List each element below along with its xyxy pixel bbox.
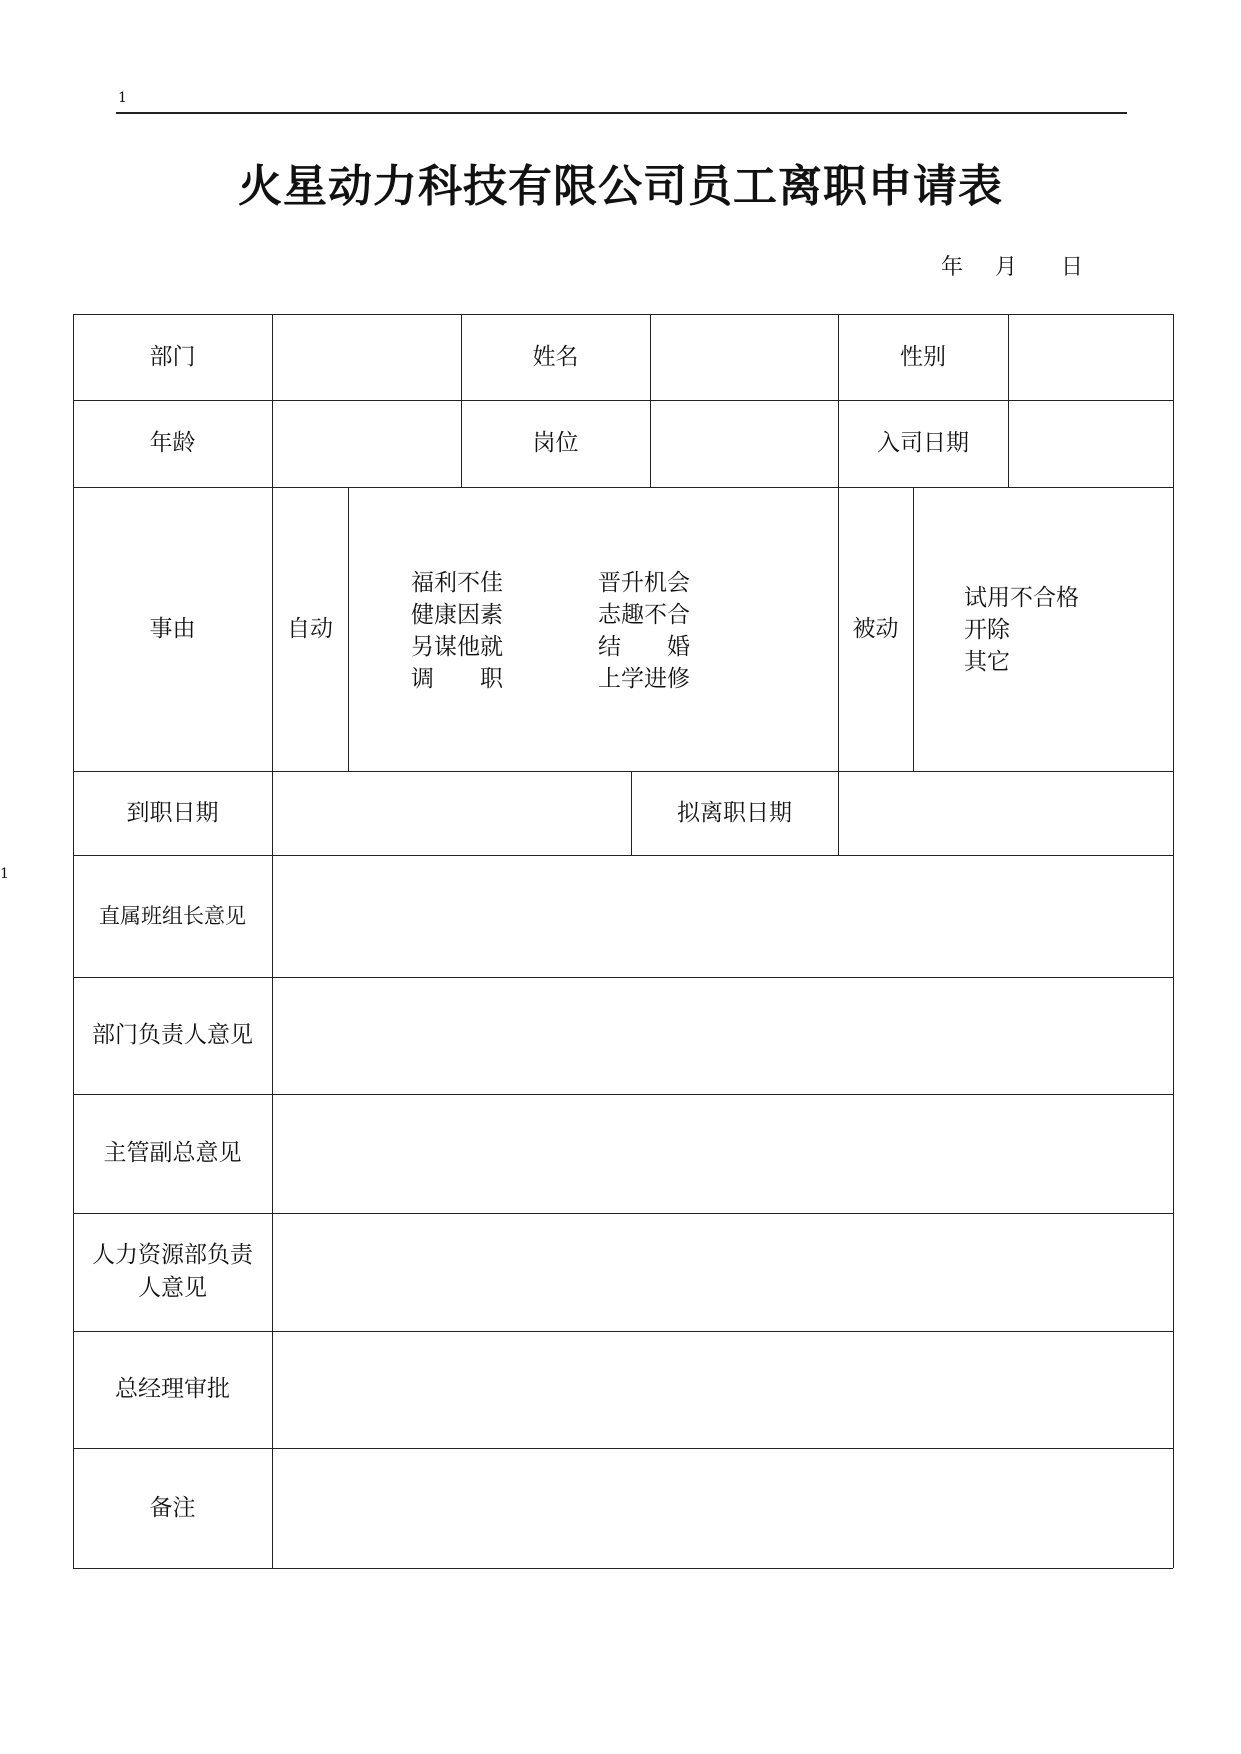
remarks-label: 备注 bbox=[149, 1494, 196, 1521]
gender-label: 性别 bbox=[900, 343, 946, 370]
gm-approval-field[interactable] bbox=[272, 1331, 1173, 1448]
voluntary-option[interactable]: 另谋他就 bbox=[411, 634, 503, 660]
age-field[interactable] bbox=[272, 400, 461, 487]
header-rule bbox=[116, 112, 1127, 114]
join-date-label: 入司日期 bbox=[877, 430, 969, 456]
table-border-right bbox=[1173, 314, 1174, 1568]
age-label: 年龄 bbox=[149, 430, 196, 456]
margin-mark: 1 bbox=[0, 866, 9, 882]
voluntary-option[interactable]: 晋升机会 bbox=[598, 570, 690, 596]
hr-head-opinion-field[interactable] bbox=[272, 1213, 1173, 1331]
join-date-field[interactable] bbox=[1008, 400, 1173, 487]
planned-leave-date-label: 拟离职日期 bbox=[677, 799, 792, 826]
dept-field[interactable] bbox=[272, 314, 461, 400]
start-date-field[interactable] bbox=[272, 771, 631, 855]
involuntary-option[interactable]: 试用不合格 bbox=[964, 585, 1079, 611]
involuntary-label: 被动 bbox=[852, 615, 899, 642]
reason-label: 事由 bbox=[149, 615, 196, 642]
vp-opinion-label: 主管副总意见 bbox=[103, 1140, 242, 1166]
dept-head-opinion-label: 部门负责人意见 bbox=[92, 1022, 253, 1048]
voluntary-option[interactable]: 志趣不合 bbox=[598, 602, 690, 628]
name-label: 姓名 bbox=[532, 343, 579, 370]
col-divider bbox=[913, 487, 914, 771]
vp-opinion-field[interactable] bbox=[272, 1094, 1173, 1213]
gm-approval-label: 总经理审批 bbox=[115, 1376, 230, 1402]
voluntary-option[interactable]: 上学进修 bbox=[598, 666, 690, 692]
resignation-form-table bbox=[73, 314, 1173, 1568]
date-year-label: 年 bbox=[941, 255, 964, 280]
remarks-field[interactable] bbox=[272, 1448, 1173, 1568]
team-leader-opinion-field[interactable] bbox=[272, 855, 1173, 977]
page-title: 火星动力科技有限公司员工离职申请表 bbox=[238, 161, 1003, 212]
involuntary-option[interactable]: 开除 bbox=[964, 617, 1010, 643]
dept-head-opinion-field[interactable] bbox=[272, 977, 1173, 1094]
gender-field[interactable] bbox=[1008, 314, 1173, 400]
planned-leave-date-field[interactable] bbox=[838, 771, 1173, 855]
date-month-label: 月 bbox=[995, 255, 1018, 280]
voluntary-option[interactable]: 调 职 bbox=[411, 666, 503, 692]
voluntary-option[interactable]: 福利不佳 bbox=[411, 570, 503, 596]
position-field[interactable] bbox=[650, 400, 838, 487]
hr-head-opinion-label: 人力资源部负责人意见 bbox=[92, 1242, 253, 1301]
dept-label: 部门 bbox=[149, 343, 196, 370]
name-field[interactable] bbox=[650, 314, 838, 400]
date-day-label: 日 bbox=[1061, 255, 1084, 280]
team-leader-opinion-label: 直属班组长意见 bbox=[99, 903, 246, 928]
page-number: 1 bbox=[118, 90, 127, 106]
col-divider bbox=[348, 487, 349, 771]
voluntary-option[interactable]: 结 婚 bbox=[598, 634, 690, 660]
voluntary-label: 自动 bbox=[287, 615, 333, 642]
voluntary-option[interactable]: 健康因素 bbox=[411, 602, 503, 628]
position-label: 岗位 bbox=[532, 430, 579, 456]
start-date-label: 到职日期 bbox=[126, 799, 219, 826]
involuntary-option[interactable]: 其它 bbox=[964, 649, 1010, 675]
table-border-bottom bbox=[73, 1568, 1173, 1569]
